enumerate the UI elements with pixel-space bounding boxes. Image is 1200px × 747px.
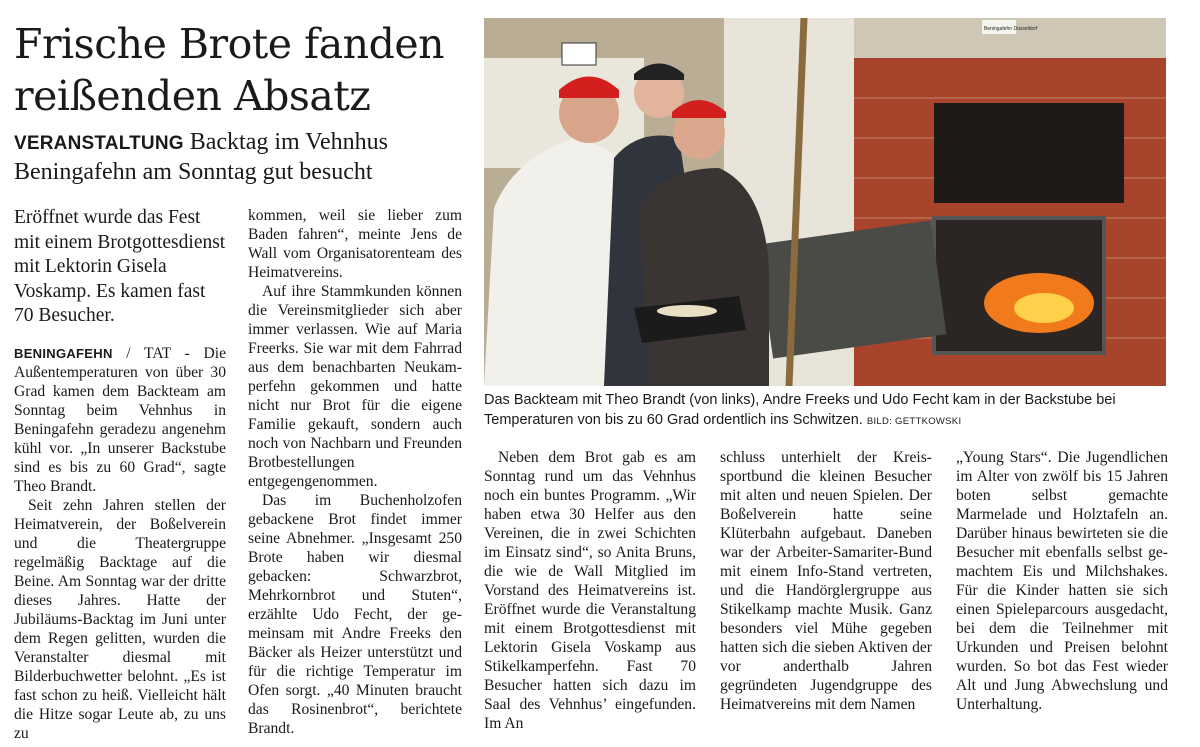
paragraph: kommen, weil sie lieber zum Baden fahren“, meinte Jens de Wall vom Organisatorenteam des Heimatvereins. <box>248 207 462 281</box>
bakery-photo-image <box>484 18 1166 386</box>
paragraph: Neben dem Brot gab es am Sonntag rund um das Vehnhus noch ein buntes Programm. „Wir haben etwa 30 Helfer aus den Vereinen, die in zwei Schichten im Einsatz sind“, so Anita Bruns, die wie de Wall Mitglied im Vorstand des Heimatvereins ist. Eröffnet wurde die Veranstaltung mit einem Brotgottesdienst mit Lektorin Gisela Voskamp aus Stikelkamperfehn. Fast 70 Besucher hatten sich dazu im Saal des Vehnhus’ eingefunden. Im An <box>484 449 696 732</box>
kicker-line-1: Backtag im Vehnhus <box>189 129 388 155</box>
text-column-2 <box>248 206 462 738</box>
text-column-5 <box>956 448 1168 714</box>
photo-caption <box>484 390 1166 432</box>
paragraph: Seit zehn Jahren stellen der Heimatverein, der Boßelverein und die Theatergruppe regelmäßig Backtage auf die Beine. Am Sonntag war der dritte dieses Jahres. Hatte der Jubiläums-Backtag im Juni unter dem Regen gelitten, wurden die Veranstalter diesmal mit Bilderbuchwetter belohnt. „Es ist fast schon zu heiß. Vielleicht hält die Hitze sogar Leute ab, zu uns zu <box>14 497 226 742</box>
text-column-1 <box>14 344 226 743</box>
dateline-source: / TAT - <box>112 345 204 362</box>
headline-line-1: Frische Brote fanden <box>14 20 444 68</box>
bakery-photo <box>484 18 1166 386</box>
dateline: BENINGAFEHN <box>14 346 113 361</box>
paragraph: Das im Buchenholzofen gebackene Brot findet immer seine Abnehmer. „Insgesamt 250 Brote haben wir diesmal gebacken: Schwarzbrot, Mehrkornbrot und Stuten“, erzählte Udo Fecht, der gemeinsam mit Andre Freeks den Bäcker als Heizer unterstützt und für die richtige Temperatur im Ofen sorgt. „40 Minuten braucht das Rosinenbrot“, berichtete Brandt. <box>248 492 462 737</box>
wall-sign-text: Beningafehn Düsseldorf <box>984 26 1038 32</box>
text-column-4 <box>720 448 932 714</box>
paragraph: schluss unterhielt der Kreissportbund die kleinen Besucher mit alten und neuen Spielen. Der Boßelverein hatte seine Klüterbahn aufgebaut. Daneben war der Arbeiter-Samariter-Bund mit einem Info-Stand vertreten, und die Handörglergruppe aus Stikelkamp machte Musik. Ganz besonders viel Mühe gegeben hatten sich die sieben Aktiven der vor anderthalb Jahren gegründeten Jugendgruppe des Heimatvereins mit dem Namen <box>720 449 932 713</box>
kicker-line-2: Beningafehn am Sonntag gut besucht <box>14 159 373 185</box>
headline-line-2: reißenden Absatz <box>14 72 371 120</box>
paragraph-text: Die Außentemperaturen von über 30 Grad kamen dem Backteam am Sonntag beim Vehnhus in Beningafehn geradezu angenehm kühl vor. „In unserer Backstube sind es bis zu 60 Grad“, sagte Theo Brandt. <box>14 345 226 495</box>
caption-text: Das Backteam mit Theo Brandt (von links), Andre Freeks und Udo Fecht kam in der Backstube bei Temperaturen von bis zu 60 Grad ordentlich ins Schwitzen. <box>484 392 1116 428</box>
paragraph: Auf ihre Stammkunden können die Vereinsmitglieder sich aber immer verlassen. Wie auf Maria Freerks. Sie war mit dem Fahrrad aus dem benachbarten Neukamperfehn gekommen und hatte nicht nur Brot für die eigene Familie gekauft, sondern auch noch von Nachbarn und Freunden Brotbestellungen entgegengenommen. <box>248 283 462 490</box>
lead-paragraph: Eröffnet wurde das Fest mit einem Brotgottesdienst mit Lektorin Gisela Voskamp. Es kamen fast 70 Besucher. <box>14 207 226 326</box>
paragraph <box>14 344 226 496</box>
headline <box>14 18 474 122</box>
paragraph: „Young Stars“. Die Jugendlichen im Alter von zwölf bis 15 Jahren boten selbst gemachte Marmelade und Holztafeln an. Darüber hinaus bewirteten sie die Besucher mit ebenfalls selbst gemachtem Eis und Milchshakes. Für die Kinder hatten sie sich einen Spieleparcours ausgedacht, bei dem die Teilnehmer mit Urkunden und Preisen belohnt wurden. So bot das Fest wieder Alt und Jung Abwechslung und Unterhaltung. <box>956 449 1168 713</box>
kicker-tag: VERANSTALTUNG <box>14 133 184 154</box>
kicker <box>14 128 474 186</box>
text-column-3 <box>484 448 696 733</box>
photo-credit: BILD: GETTKOWSKI <box>866 416 962 427</box>
